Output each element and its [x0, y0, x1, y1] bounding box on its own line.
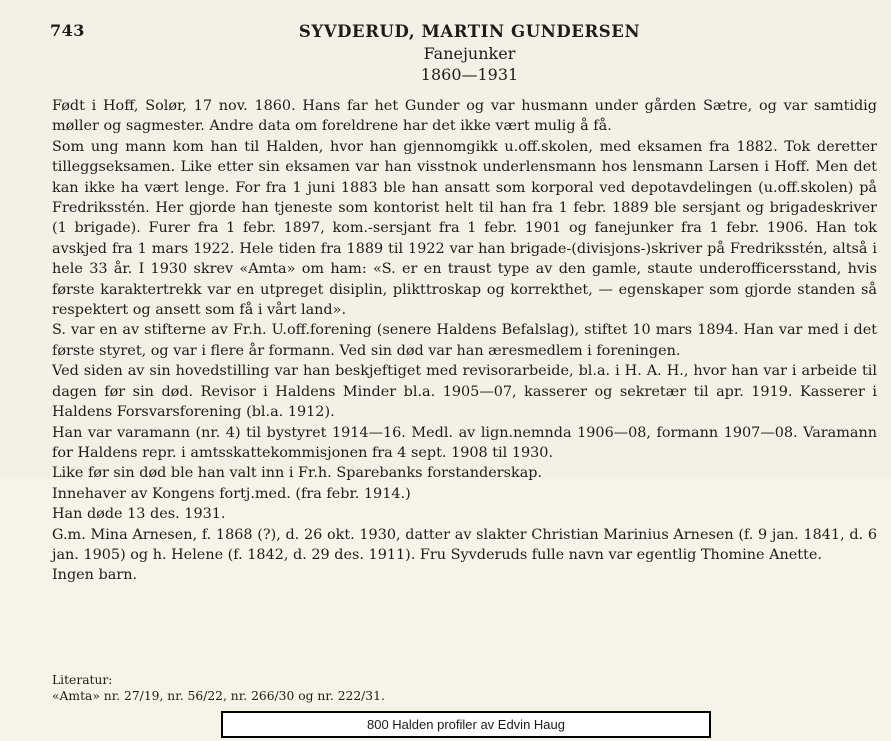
source-caption-box [221, 711, 711, 738]
paragraph-birth: Født i Hoff, Solør, 17 nov. 1860. Hans far het Gunder og var husmann under gården Sætre, og var samtidig møller og sagmester. Andre data om foreldrene har det ikke vært mulig å få. [52, 98, 877, 135]
paragraph-children: Ingen barn. [52, 567, 138, 584]
paragraph-career: Som ung mann kom han til Halden, hvor han gjennomgikk u.off.skolen, med eksamen fra 1882. Tok deretter tilleggseksamen. Like etter sin eksamen var han visstnok underlensmann hos lensmann Larsen i Hoff. Men det kan ikke ha vært lenge. For fra 1 juni 1883 ble han ansatt som korporal ved depotavdelingen (u.off.skolen) på Fredriksstén. Her gjorde han tjeneste som kontorist helt til han fra 1 febr. 1889 ble sersjant og brigadeskriver (1 brigade). Furer fra 1 febr. 1897, kom.-sersjant fra 1 febr. 1901 og fanejunker fra 1 febr. 1906. Han tok avskjed fra 1 mars 1922. Hele tiden fra 1889 til 1922 var han brigade-(divisjons-)skriver på Fredriksstén, altså i hele 33 år. I 1930 skrev «Amta» om ham: «S. er en traust type av den gamle, staute underofficersstand, hvis første karaktertrekk var en utpreget disiplin, plikttroskap og korrekthet, — egenskaper som gjorde standen så respektert og ansett som få i vårt land». [52, 138, 877, 319]
entry-header [0, 21, 891, 85]
biography-text [52, 96, 877, 586]
paragraph-death: Han døde 13 des. 1931. [52, 506, 226, 523]
page-number: 743 [50, 21, 85, 40]
person-rank: Fanejunker [423, 44, 516, 63]
paragraph-auditing: Ved siden av sin hovedstilling var han beskjeftiget med revisorarbeide, bl.a. i H. A. H., hvor han var i arbeide til dagen før sin død. Revisor i Haldens Minder bl.a. 1905—07, kasserer og sekretær til apr. 1919. Kasserer i Haldens Forsvarsforening (bl.a. 1912). [52, 363, 877, 421]
source-caption: 800 Halden profiler av Edvin Haug [366, 717, 565, 732]
paragraph-savings-bank: Like før sin død ble han valt inn i Fr.h. Sparebanks forstanderskap. [52, 465, 543, 482]
paragraph-medal: Innehaver av Kongens fortj.med. (fra febr. 1914.) [52, 485, 411, 502]
paragraph-council: Han var varamann (nr. 4) til bystyret 1914—16. Medl. av lign.nemnda 1906—08, formann 1907—08. Varamann for Haldens repr. i amtsskattekommisjonen fra 4 sept. 1908 til 1930. [52, 424, 877, 461]
paragraph-marriage: G.m. Mina Arnesen, f. 1868 (?), d. 26 okt. 1930, datter av slakter Christian Marinius Arnesen (f. 9 jan. 1841, d. 6 jan. 1905) og h. Helene (f. 1842, d. 29 des. 1911). Fru Syvderuds fulle navn var egentlig Thomine Anette. [52, 526, 877, 563]
literature-refs: «Amta» nr. 27/19, nr. 56/22, nr. 266/30 og nr. 222/31. [52, 689, 385, 703]
person-years: 1860—1931 [420, 65, 519, 84]
literature-label: Literatur: [52, 673, 113, 687]
paragraph-association: S. var en av stifterne av Fr.h. U.off.forening (senere Haldens Befalslag), stiftet 10 mars 1894. Han var med i det første styret, og var i flere år formann. Ved sin død var han æresmedlem i foreningen. [52, 322, 877, 359]
literature-section [52, 672, 652, 704]
person-name: SYVDERUD, MARTIN GUNDERSEN [298, 22, 641, 41]
